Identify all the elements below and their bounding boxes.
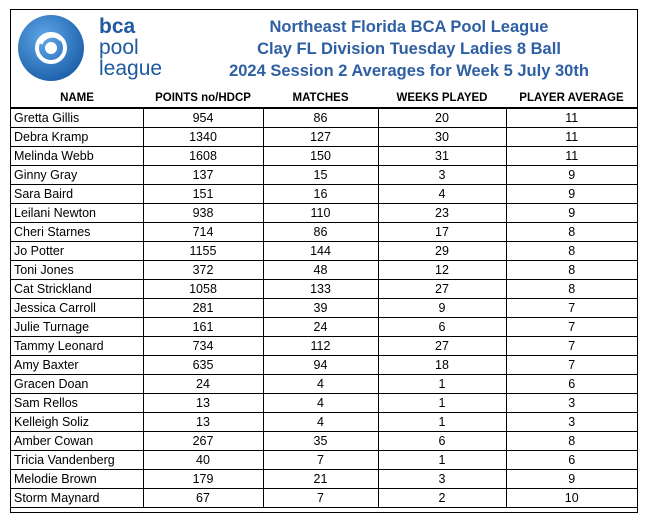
logo-pool: pool (99, 36, 139, 59)
points-cell: 267 (143, 432, 263, 451)
matches-cell: 150 (263, 147, 378, 166)
player-name-cell: Cat Strickland (11, 280, 143, 299)
points-cell: 24 (143, 375, 263, 394)
sheet-titles (181, 16, 637, 82)
player-name-cell: Toni Jones (11, 261, 143, 280)
weeks-played-cell: 1 (378, 394, 506, 413)
weeks-played-cell: 9 (378, 299, 506, 318)
weeks-played-cell: 6 (378, 432, 506, 451)
weeks-played-cell: 30 (378, 128, 506, 147)
table-row (11, 413, 637, 432)
player-average-cell: 9 (506, 185, 637, 204)
points-cell: 161 (143, 318, 263, 337)
player-name-cell: Leilani Newton (11, 204, 143, 223)
points-cell: 179 (143, 470, 263, 489)
weeks-played-cell: 20 (378, 108, 506, 128)
table-row (11, 470, 637, 489)
matches-cell: 86 (263, 223, 378, 242)
table-row (11, 280, 637, 299)
table-row (11, 394, 637, 413)
points-cell: 13 (143, 413, 263, 432)
player-name-cell: Tricia Vandenberg (11, 451, 143, 470)
matches-cell: 110 (263, 204, 378, 223)
table-row (11, 375, 637, 394)
points-cell: 13 (143, 394, 263, 413)
title-session: 2024 Session 2 Averages for Week 5 July 30th (229, 62, 589, 80)
weeks-played-cell: 18 (378, 356, 506, 375)
player-average-cell: 8 (506, 280, 637, 299)
table-row (11, 451, 637, 470)
matches-cell: 133 (263, 280, 378, 299)
player-average-cell: 8 (506, 223, 637, 242)
table-body (11, 108, 637, 508)
points-cell: 938 (143, 204, 263, 223)
matches-cell: 144 (263, 242, 378, 261)
points-cell: 67 (143, 489, 263, 508)
player-name-cell: Tammy Leonard (11, 337, 143, 356)
weeks-played-cell: 12 (378, 261, 506, 280)
player-name-cell: Sam Rellos (11, 394, 143, 413)
table-row (11, 166, 637, 185)
player-name-cell: Melodie Brown (11, 470, 143, 489)
matches-cell: 35 (263, 432, 378, 451)
weeks-played-cell: 1 (378, 413, 506, 432)
bca-pool-league-logo (17, 14, 177, 88)
player-name-cell: Gretta Gillis (11, 108, 143, 128)
player-average-cell: 7 (506, 356, 637, 375)
player-average-cell: 9 (506, 166, 637, 185)
player-name-cell: Debra Kramp (11, 128, 143, 147)
matches-cell: 86 (263, 108, 378, 128)
player-name-cell: Sara Baird (11, 185, 143, 204)
table-row (11, 204, 637, 223)
weeks-played-cell: 3 (378, 470, 506, 489)
table-row (11, 356, 637, 375)
sheet-header (11, 10, 637, 89)
column-header-points: POINTS no/HDCP (143, 89, 263, 108)
points-cell: 137 (143, 166, 263, 185)
title-league: Northeast Florida BCA Pool League (269, 18, 549, 36)
title-division: Clay FL Division Tuesday Ladies 8 Ball (257, 40, 561, 58)
weeks-played-cell: 17 (378, 223, 506, 242)
player-name-cell: Ginny Gray (11, 166, 143, 185)
player-average-cell: 6 (506, 375, 637, 394)
player-name-cell: Storm Maynard (11, 489, 143, 508)
player-average-cell: 8 (506, 242, 637, 261)
player-name-cell: Jo Potter (11, 242, 143, 261)
weeks-played-cell: 3 (378, 166, 506, 185)
player-name-cell: Amy Baxter (11, 356, 143, 375)
player-name-cell: Jessica Carroll (11, 299, 143, 318)
logo-bca: bca (99, 15, 136, 38)
points-cell: 372 (143, 261, 263, 280)
player-name-cell: Amber Cowan (11, 432, 143, 451)
matches-cell: 7 (263, 451, 378, 470)
player-average-cell: 6 (506, 451, 637, 470)
player-average-cell: 7 (506, 299, 637, 318)
matches-cell: 24 (263, 318, 378, 337)
table-row (11, 489, 637, 508)
table-row (11, 337, 637, 356)
player-average-cell: 7 (506, 318, 637, 337)
column-header-matches: MATCHES (263, 89, 378, 108)
points-cell: 281 (143, 299, 263, 318)
points-cell: 1340 (143, 128, 263, 147)
matches-cell: 48 (263, 261, 378, 280)
weeks-played-cell: 1 (378, 451, 506, 470)
player-average-cell: 11 (506, 108, 637, 128)
player-name-cell: Julie Turnage (11, 318, 143, 337)
matches-cell: 7 (263, 489, 378, 508)
weeks-played-cell: 31 (378, 147, 506, 166)
matches-cell: 4 (263, 394, 378, 413)
weeks-played-cell: 27 (378, 280, 506, 299)
points-cell: 954 (143, 108, 263, 128)
points-cell: 1058 (143, 280, 263, 299)
averages-table (11, 89, 637, 508)
matches-cell: 21 (263, 470, 378, 489)
weeks-played-cell: 2 (378, 489, 506, 508)
matches-cell: 39 (263, 299, 378, 318)
points-cell: 1155 (143, 242, 263, 261)
points-cell: 40 (143, 451, 263, 470)
logo-league: league (99, 57, 163, 80)
player-name-cell: Gracen Doan (11, 375, 143, 394)
matches-cell: 15 (263, 166, 378, 185)
matches-cell: 4 (263, 375, 378, 394)
points-cell: 151 (143, 185, 263, 204)
player-average-cell: 3 (506, 394, 637, 413)
table-row (11, 299, 637, 318)
table-row (11, 147, 637, 166)
column-header-weeks: WEEKS PLAYED (378, 89, 506, 108)
player-name-cell: Kelleigh Soliz (11, 413, 143, 432)
weeks-played-cell: 23 (378, 204, 506, 223)
table-header-row (11, 89, 637, 108)
player-average-cell: 7 (506, 337, 637, 356)
weeks-played-cell: 1 (378, 375, 506, 394)
column-header-name: NAME (11, 89, 143, 108)
table-row (11, 242, 637, 261)
weeks-played-cell: 6 (378, 318, 506, 337)
points-cell: 714 (143, 223, 263, 242)
table-row (11, 223, 637, 242)
weeks-played-cell: 4 (378, 185, 506, 204)
weeks-played-cell: 27 (378, 337, 506, 356)
player-average-cell: 10 (506, 489, 637, 508)
points-cell: 635 (143, 356, 263, 375)
points-cell: 734 (143, 337, 263, 356)
matches-cell: 127 (263, 128, 378, 147)
player-average-cell: 3 (506, 413, 637, 432)
player-name-cell: Cheri Starnes (11, 223, 143, 242)
pool-ball-logo-icon (17, 14, 85, 82)
matches-cell: 16 (263, 185, 378, 204)
player-average-cell: 8 (506, 261, 637, 280)
player-average-cell: 9 (506, 470, 637, 489)
table-row (11, 185, 637, 204)
player-average-cell: 8 (506, 432, 637, 451)
matches-cell: 94 (263, 356, 378, 375)
table-row (11, 318, 637, 337)
table-row (11, 432, 637, 451)
player-average-cell: 9 (506, 204, 637, 223)
matches-cell: 4 (263, 413, 378, 432)
weeks-played-cell: 29 (378, 242, 506, 261)
table-row (11, 261, 637, 280)
column-header-average: PLAYER AVERAGE (506, 89, 637, 108)
table-row (11, 128, 637, 147)
player-average-cell: 11 (506, 147, 637, 166)
logo-wordmark (99, 16, 162, 79)
points-cell: 1608 (143, 147, 263, 166)
averages-sheet (10, 9, 638, 513)
player-name-cell: Melinda Webb (11, 147, 143, 166)
table-row (11, 108, 637, 128)
player-average-cell: 11 (506, 128, 637, 147)
matches-cell: 112 (263, 337, 378, 356)
